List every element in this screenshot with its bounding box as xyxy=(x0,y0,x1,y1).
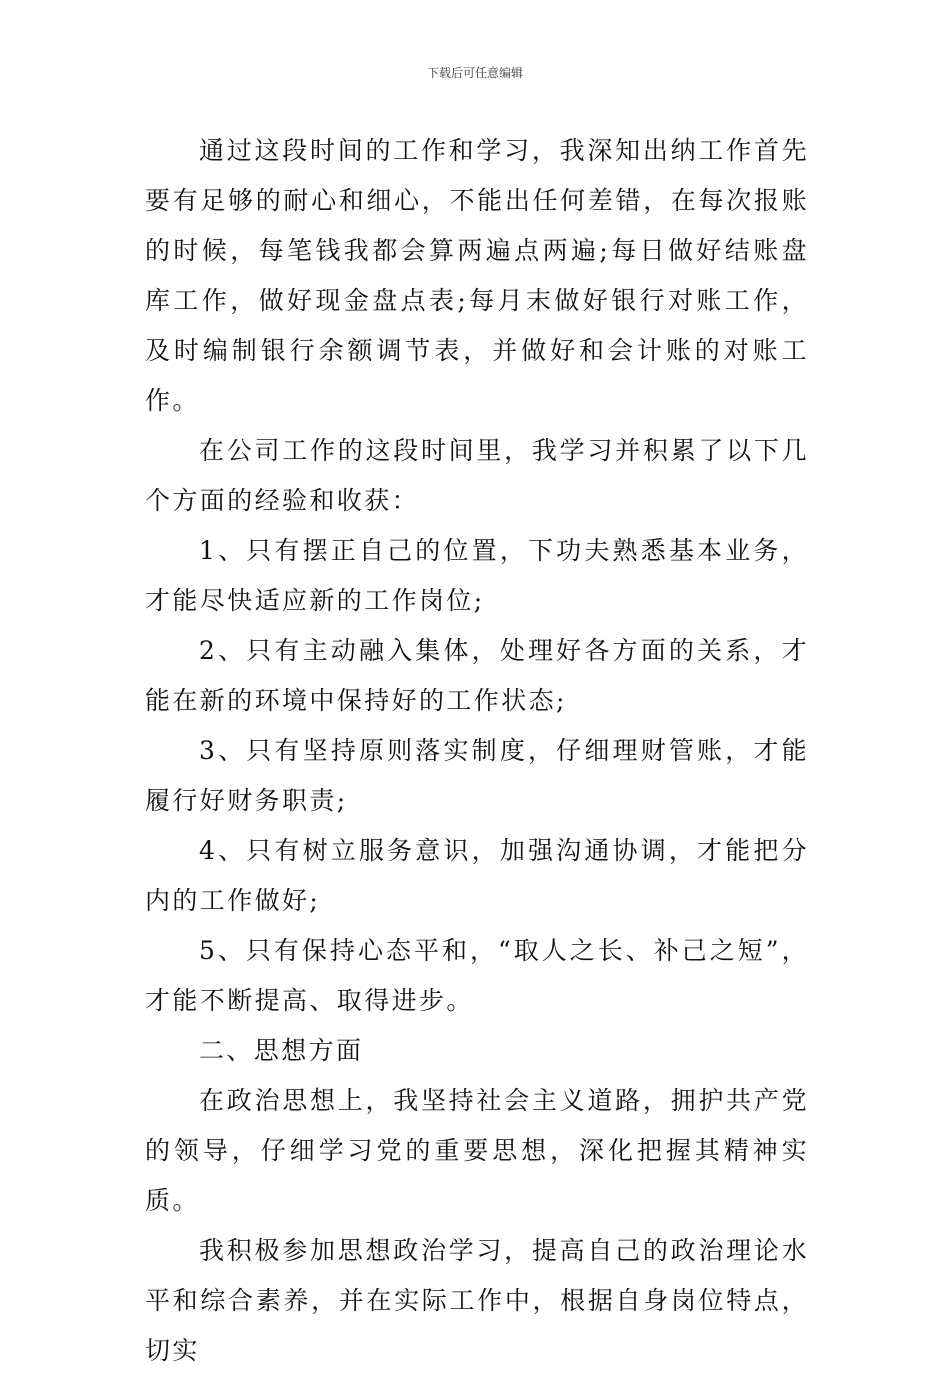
page-header: 下载后可任意编辑 xyxy=(426,66,523,80)
document-body xyxy=(145,126,809,1376)
list-item-1: 1、只有摆正自己的位置，下功夫熟悉基本业务，才能尽快适应新的工作岗位; xyxy=(145,536,809,615)
paragraph-political-study: 我积极参加思想政治学习，提高自己的政治理论水平和综合素养，并在实际工作中，根据自身岗位特点，切实 xyxy=(145,1236,809,1365)
paragraph-political-thought: 在政治思想上，我坚持社会主义道路，拥护共产党的领导，仔细学习党的重要思想，深化把握其精神实质。 xyxy=(145,1086,809,1215)
list-item-5: 5、只有保持心态平和，“取人之长、补己之短”，才能不断提高、取得进步。 xyxy=(145,936,809,1015)
paragraph-experience-intro: 在公司工作的这段时间里，我学习并积累了以下几个方面的经验和收获： xyxy=(145,436,809,515)
section-heading-ideology: 二、思想方面 xyxy=(199,1036,364,1065)
list-item-2: 2、只有主动融入集体，处理好各方面的关系，才能在新的环境中保持好的工作状态; xyxy=(145,636,809,715)
list-item-3: 3、只有坚持原则落实制度，仔细理财管账，才能履行好财务职责; xyxy=(145,736,809,815)
paragraph-cashier-work: 通过这段时间的工作和学习，我深知出纳工作首先要有足够的耐心和细心，不能出任何差错，在每次报账的时候，每笔钱我都会算两遍点两遍;每日做好结账盘库工作，做好现金盘点表;每月末做好银行对账工作，及时编制银行余额调节表，并做好和会计账的对账工作。 xyxy=(145,136,809,415)
list-item-4: 4、只有树立服务意识，加强沟通协调，才能把分内的工作做好; xyxy=(145,836,809,915)
